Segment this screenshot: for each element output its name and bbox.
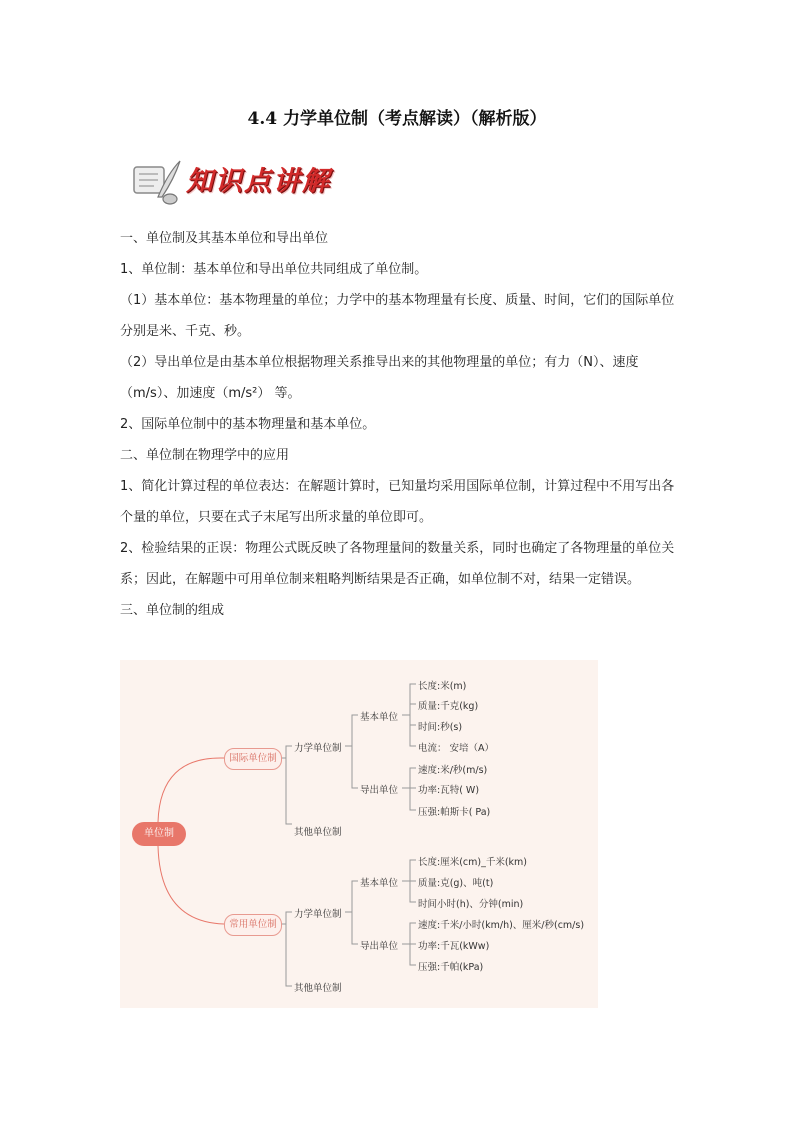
- body-paragraphs: [120, 223, 676, 626]
- node-intl-derived: 导出单位: [360, 785, 399, 796]
- leaf-intl-derived-0: 速度:米/秒(m/s): [418, 765, 488, 776]
- node-intl-mech: 力学单位制: [294, 743, 342, 754]
- paragraph: 2、检验结果的正误：物理公式既反映了各物理量间的数量关系，同时也确定了各物理量的单位关系；因此，在解题中可用单位制来粗略判断结果是否正确，如单位制不对，结果一定错误。: [120, 541, 675, 587]
- mindmap-connectors: [120, 660, 598, 1008]
- leaf-common-base-1: 质量:克(g)、吨(t): [418, 878, 494, 889]
- leaf-intl-derived-2: 压强:帕斯卡( Pa): [418, 807, 491, 818]
- unit-system-mindmap: [120, 660, 598, 1008]
- node-common-derived: 导出单位: [360, 941, 399, 952]
- leaf-intl-base-3: 电流： 安培（A）: [418, 743, 495, 754]
- leaf-common-derived-1: 功率:千瓦(kWw): [418, 941, 490, 952]
- node-common-base: 基本单位: [360, 878, 399, 889]
- paragraph: （2）导出单位是由基本单位根据物理关系推导出来的其他物理量的单位；有力（N）、速度（m/s）、加速度（m/s²） 等。: [120, 355, 639, 401]
- section-banner: [128, 153, 358, 209]
- leaf-intl-derived-1: 功率:瓦特( W): [418, 785, 480, 796]
- section-heading-3: 三、单位制的组成: [120, 603, 225, 618]
- section-heading-1: 一、单位制及其基本单位和导出单位: [120, 231, 329, 246]
- scroll-quill-icon: [128, 153, 184, 209]
- leaf-common-base-0: 长度:厘米(cm)_千米(km): [418, 857, 528, 868]
- node-intl-system: 国际单位制: [224, 748, 282, 770]
- leaf-common-derived-2: 压强:千帕(kPa): [418, 962, 484, 973]
- node-common-system: 常用单位制: [224, 914, 282, 936]
- leaf-common-base-2: 时间小时(h)、分钟(min): [418, 899, 524, 910]
- paragraph: （1）基本单位：基本物理量的单位；力学中的基本物理量有长度、质量、时间，它们的国际单位分别是米、千克、秒。: [120, 293, 675, 339]
- node-common-mech: 力学单位制: [294, 909, 342, 920]
- leaf-intl-base-1: 质量:千克(kg): [418, 701, 479, 712]
- paragraph: 1、简化计算过程的单位表达：在解题计算时，已知量均采用国际单位制，计算过程中不用写出各个量的单位，只要在式子末尾写出所求量的单位即可。: [120, 479, 675, 525]
- paragraph: 2、国际单位制中的基本物理量和基本单位。: [120, 417, 376, 432]
- leaf-intl-base-0: 长度:米(m): [418, 681, 467, 692]
- node-intl-other: 其他单位制: [294, 827, 342, 838]
- node-common-other: 其他单位制: [294, 983, 342, 994]
- leaf-intl-base-2: 时间:秒(s): [418, 722, 463, 733]
- section-heading-2: 二、单位制在物理学中的应用: [120, 448, 290, 463]
- node-intl-base: 基本单位: [360, 712, 399, 723]
- page-title: 4.4 力学单位制（考点解读）（解析版）: [247, 109, 547, 129]
- paragraph: 1、单位制：基本单位和导出单位共同组成了单位制。: [120, 262, 428, 277]
- mindmap-root: 单位制: [132, 822, 186, 846]
- leaf-common-derived-0: 速度:千米/小时(km/h)、厘米/秒(cm/s): [418, 920, 585, 931]
- banner-title: 知识点讲解: [186, 166, 331, 197]
